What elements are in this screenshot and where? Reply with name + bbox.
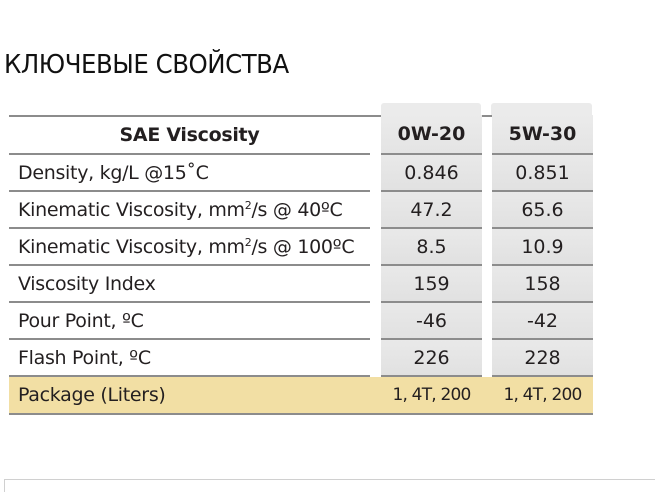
row-label-kinematic-viscosity-40: Kinematic Viscosity, $mm^2/s$ @ 40ºC [9,192,370,229]
table-row [9,303,593,340]
package-row [9,377,593,415]
row-label-package: Package (Liters) [9,377,370,415]
value-cell: 47.2 [381,192,482,229]
header-product-0w20: 0W-20 [381,115,482,155]
header-sae-viscosity: SAE Viscosity [9,115,370,155]
key-properties-table [9,115,593,415]
table-row [9,229,593,266]
value-cell: 0.851 [492,155,593,192]
header-product-5w30: 5W-30 [492,115,593,155]
package-value-cell: 1, 4T, 200 [492,377,593,415]
row-label-kinematic-viscosity-100: Kinematic Viscosity, $mm^2/s$ @ 100ºC [9,229,370,266]
value-cell: 0.846 [381,155,482,192]
row-label-flash-point: Flash Point, ºC [9,340,370,377]
bottom-panel-border [4,479,655,492]
page-title: КЛЮЧЕВЫЕ СВОЙСТВА [4,50,289,80]
column-tab-0w20 [381,103,481,115]
value-cell: 8.5 [381,229,482,266]
value-cell: 159 [381,266,482,303]
package-value-cell: 1, 4T, 200 [381,377,482,415]
row-label-pour-point: Pour Point, ºC [9,303,370,340]
table-row [9,192,593,229]
value-cell: 65.6 [492,192,593,229]
table-header-row [9,115,593,155]
table-row [9,266,593,303]
value-cell: -46 [381,303,482,340]
row-label-density: Density, kg/L @15˚C [9,155,370,192]
value-cell: 228 [492,340,593,377]
column-tab-5w30 [491,103,592,115]
table-row [9,155,593,192]
table-row [9,340,593,377]
value-cell: -42 [492,303,593,340]
value-cell: 158 [492,266,593,303]
value-cell: 10.9 [492,229,593,266]
row-label-viscosity-index: Viscosity Index [9,266,370,303]
value-cell: 226 [381,340,482,377]
